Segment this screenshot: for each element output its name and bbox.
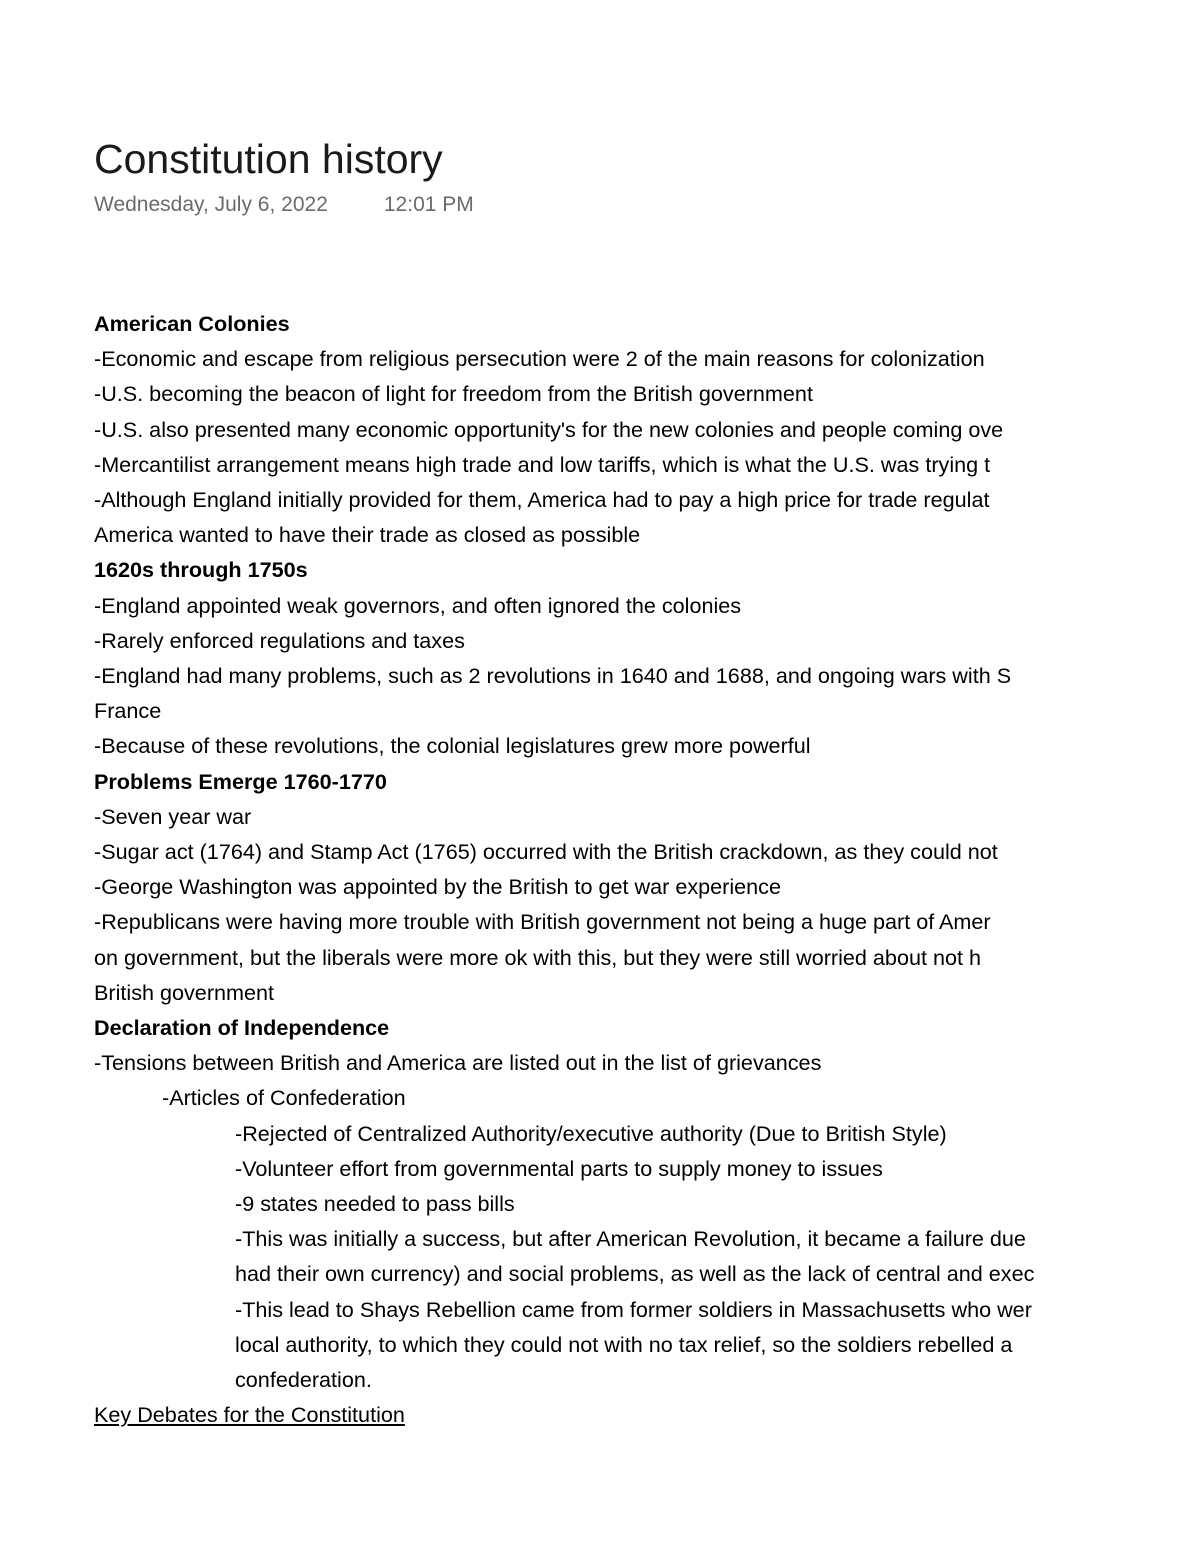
note-line: -U.S. also presented many economic opportunity's for the new colonies and people coming ove [94,416,1004,442]
note-line: British government [94,979,275,1005]
note-line: France [94,698,162,724]
note-line: -Rarely enforced regulations and taxes [94,627,465,653]
note-line: -Seven year war [94,803,252,829]
note-line: on government, but the liberals were more ok with this, but they were still worried about not h [94,944,981,970]
note-line: America wanted to have their trade as closed as possible [94,522,641,548]
page-time: 12:01 PM [383,193,474,216]
section-heading-key-debates: Key Debates for the Constitution [94,1402,405,1428]
note-sub-line: confederation. [235,1367,372,1393]
section-heading-1620s-through-1750s: 1620s through 1750s [94,557,308,583]
note-sub-line: -Volunteer effort from governmental parts to supply money to issues [235,1155,883,1181]
note-line: -George Washington was appointed by the British to get war experience [94,874,781,900]
note-content [94,306,1200,1433]
note-page [94,130,1200,1433]
section-heading-american-colonies: American Colonies [94,311,290,336]
note-line: -Economic and escape from religious persecution were 2 of the main reasons for colonization [94,346,985,372]
note-line: -England had many problems, such as 2 revolutions in 1640 and 1688, and ongoing wars with S [94,663,1012,689]
note-line: -U.S. becoming the beacon of light for freedom from the British government [94,381,813,407]
note-line: -Mercantilist arrangement means high trade and low tariffs, which is what the U.S. was trying t [94,451,991,477]
note-sub-line: -Rejected of Centralized Authority/executive authority (Due to British Style) [235,1120,947,1146]
note-sub-line: -9 states needed to pass bills [235,1191,515,1217]
section-heading-declaration-of-independence: Declaration of Independence [94,1015,390,1041]
note-sub-line: -This was initially a success, but after American Revolution, it became a failure due [235,1226,1026,1252]
section-heading-problems-emerge: Problems Emerge 1760-1770 [94,768,387,794]
note-line: -Sugar act (1764) and Stamp Act (1765) occurred with the British crackdown, as they could not [94,839,998,865]
note-sub-line: local authority, to which they could not with no tax relief, so the soldiers rebelled a [235,1331,1013,1357]
note-line: -Because of these revolutions, the colonial legislatures grew more powerful [94,733,811,759]
page-date: Wednesday, July 6, 2022 [94,193,328,216]
sub-heading-articles-of-confederation: -Articles of Confederation [162,1085,406,1111]
note-sub-line: -This lead to Shays Rebellion came from former soldiers in Massachusetts who wer [235,1296,1032,1322]
page-title: Constitution history [94,136,443,182]
note-line: -Tensions between British and America are listed out in the list of grievances [94,1050,822,1076]
note-sub-line: had their own currency) and social problems, as well as the lack of central and exec [235,1261,1035,1287]
note-line: -Republicans were having more trouble with British government not being a huge part of Amer [94,909,991,935]
page-dateline [94,190,1200,220]
note-line: -England appointed weak governors, and often ignored the colonies [94,592,742,618]
note-line: -Although England initially provided for them, America had to pay a high price for trade regulat [94,487,990,513]
